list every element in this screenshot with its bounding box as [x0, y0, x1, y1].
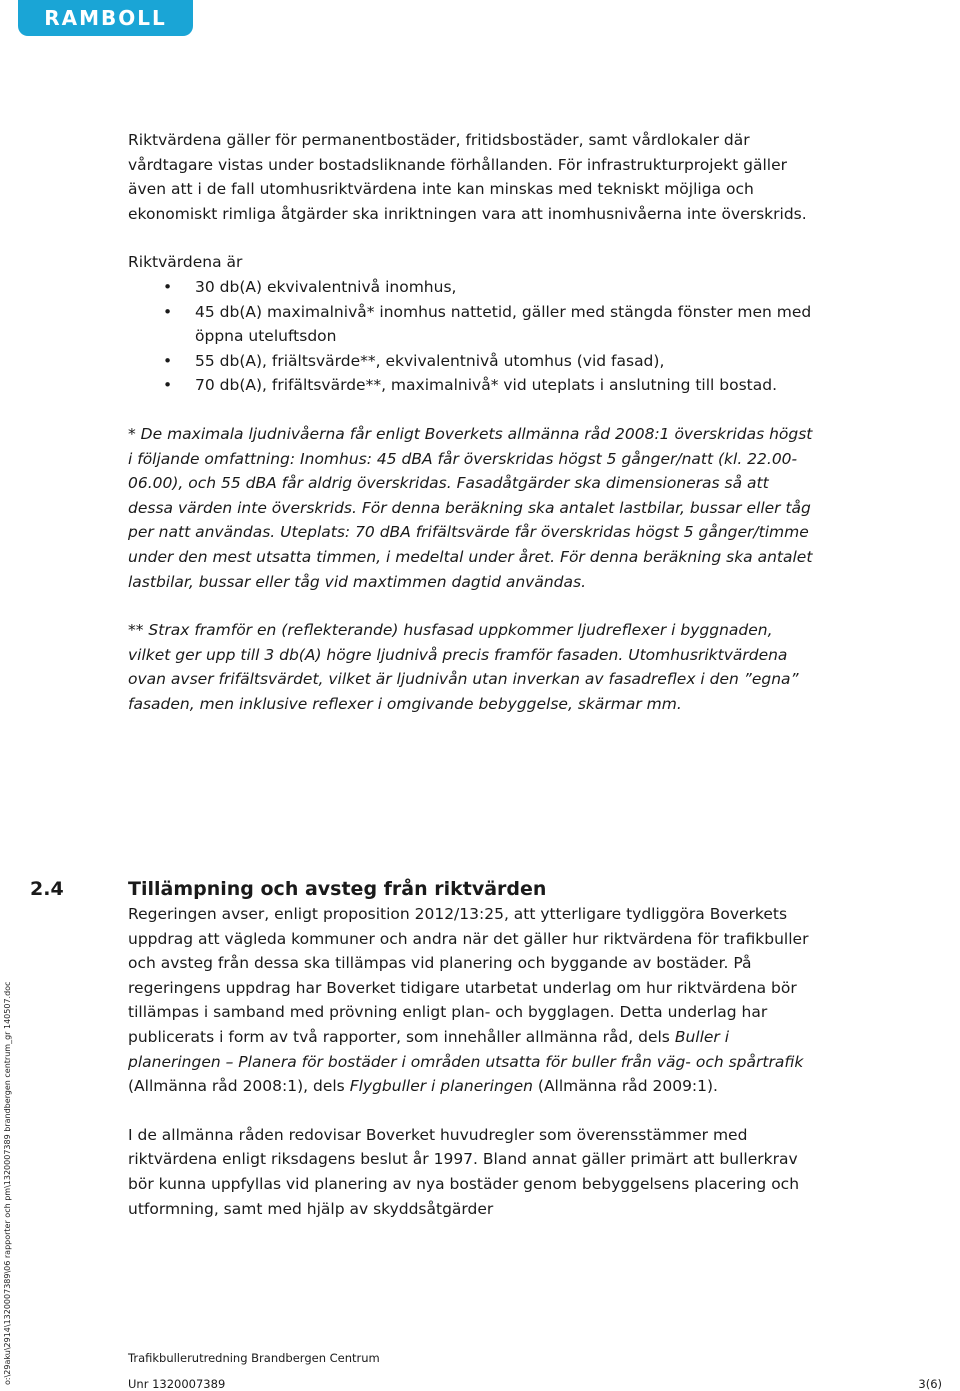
publication-title: Flygbuller i planeringen	[349, 1077, 533, 1096]
text-run: Regeringen avser, enligt proposition 2012/13:25, att ytterligare tydliggöra Boverkets uppdrag att vägleda kommuner och andra när det gäller hur riktvärdena för trafikbuller och avsteg från dessa ska tillämpas vid planering och byggande av bostäder. På regeringens uppdrag har Boverket tidigare utarbetat underlag om hur riktvärdena bör tillämpas i samband med prövning enligt plan- och bygglagen. Detta underlag har publicerats i form av två rapporter, som innehåller allmänna råd, dels	[128, 905, 809, 1046]
list-item: • 70 db(A), frifältsvärde**, maximalnivå* vid uteplats i anslutning till bostad.	[128, 373, 818, 398]
ramboll-logo: RAMBOLL	[18, 0, 193, 36]
section-2-4	[30, 876, 820, 1221]
footnote-max-levels: * De maximala ljudnivåerna får enligt Boverkets allmänna råd 2008:1 överskridas högst i följande omfattning: Inomhus: 45 dBA får överskridas högst 5 gånger/natt (kl. 22.00-06.00), och 55 dBA får aldrig överskridas. Fasadåtgärder ska dimensioneras så att dessa värden inte överskrids. För denna beräkning ska antalet lastbilar, bussar eller tåg per natt användas. Uteplats: 70 dBA frifältsvärde får överskridas högst 5 gånger/timme under den mest utsatta timmen, i medeltal under året. För denna beräkning ska antalet lastbilar, bussar eller tåg vid maxtimmen dagtid användas.	[128, 424, 813, 591]
section-heading	[30, 876, 820, 902]
list-item: • 45 db(A) maximalnivå* inomhus nattetid, gäller med stängda fönster men med öppna uteluftsdon	[128, 300, 818, 349]
main-content	[128, 128, 818, 716]
footnote-facade: ** Strax framför en (reflekterande) husfasad uppkommer ljudreflexer i byggnaden, vilket ger upp till 3 db(A) högre ljudnivå precis framför fasaden. Utomhusriktvärdena ovan avser frifältsvärdet, vilket är ljudnivån utan inverkan av fasadreflex i den ”egna” fasaden, men inklusive reflexer i omgivande bebyggelse, skärmar mm.	[128, 621, 799, 713]
values-list	[128, 275, 818, 398]
text-run: (Allmänna råd 2009:1).	[532, 1077, 718, 1096]
section-number: 2.4	[30, 878, 64, 900]
footer-unr: Unr 1320007389	[128, 1377, 226, 1391]
text-run: (Allmänna råd 2008:1), dels	[128, 1077, 350, 1096]
values-heading: Riktvärdena är	[128, 253, 243, 272]
list-item: • 30 db(A) ekvivalentnivå inomhus,	[128, 275, 818, 300]
section-paragraph-1	[128, 902, 820, 1099]
publication-title: Buller i planeringen – Planera för bostäder i områden utsatta för buller från väg- och spårtrafik	[128, 1027, 804, 1071]
page-number: 3(6)	[918, 1377, 942, 1391]
footer-title: Trafikbullerutredning Brandbergen Centrum	[128, 1351, 380, 1365]
section-body	[30, 902, 820, 1221]
section-paragraph-2: I de allmänna råden redovisar Boverket huvudregler som överensstämmer med riktvärdena enligt riksdagens beslut år 1997. Bland annat gäller primärt att bullerkrav bör kunna uppfyllas vid planering av nya bostäder genom bebyggelsens placering och utformning, samt med hjälp av skyddsåtgärder	[128, 1125, 800, 1218]
file-path-margin: o:\29aku\2914\1320007389\06 rapporter och pm\1320007389 brandbergen centrum_gr 140507.doc	[3, 981, 12, 1385]
intro-paragraph: Riktvärdena gäller för permanentbostäder, fritidsbostäder, samt vårdlokaler där vårdtagare vistas under bostadsliknande förhållanden. För infrastrukturprojekt gäller även att i de fall utomhusriktvärdena inte kan minskas med tekniskt möjliga och ekonomiskt rimliga åtgärder ska inriktningen vara att inomhusnivåerna inte överskrids.	[128, 131, 807, 223]
section-title: Tillämpning och avsteg från riktvärden	[128, 878, 547, 900]
list-item: • 55 db(A), friältsvärde**, ekvivalentnivå utomhus (vid fasad),	[128, 349, 818, 374]
